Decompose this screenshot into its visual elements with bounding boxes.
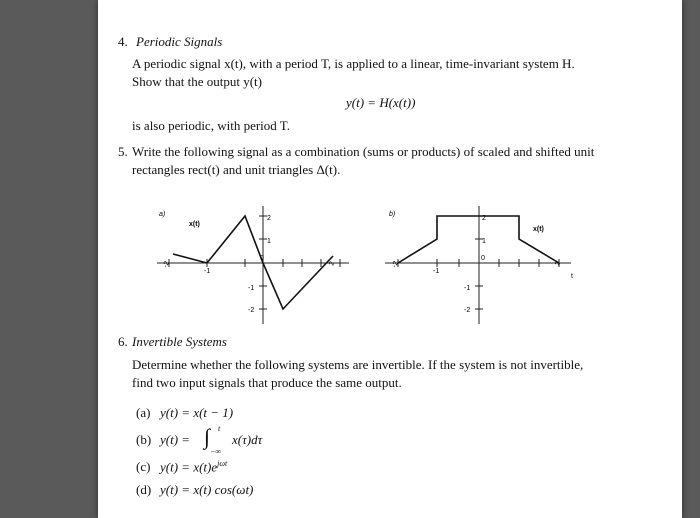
graph-b-xtick-m1: -1 xyxy=(433,268,440,275)
problem-6-line-1: Determine whether the following systems are invertible. If the system is not invertible, xyxy=(132,357,584,372)
graph-a-xtick-2: 2 xyxy=(328,260,337,267)
part-c-exponent: jωt xyxy=(217,459,228,468)
part-c-expr: $y(t) = x(t)e^{j\omega t}$ xyxy=(160,459,228,475)
graph-b-label: b) xyxy=(389,211,396,218)
problem-5-number: 5. xyxy=(118,144,128,159)
graph-a-ytick-m2: -2 xyxy=(248,307,255,314)
graph-a xyxy=(153,198,353,330)
graph-b-ytick-m2: -2 xyxy=(464,307,471,314)
document-page xyxy=(98,0,682,518)
graph-b-ytick-2: 2 xyxy=(482,215,486,222)
problem-5-line-1: Write the following signal as a combination (sums or products) of scaled and shifted unit xyxy=(132,144,595,159)
integral-sign-icon: ∫ xyxy=(204,424,211,449)
part-b-lhs: y(t) = xyxy=(160,432,191,447)
graph-b-ytick-m1: -1 xyxy=(464,285,471,292)
problem-4-equation: y(t) = H(x(t)) xyxy=(346,95,416,110)
graph-a-label: a) xyxy=(159,211,166,218)
graph-a-ytick-1: 1 xyxy=(267,238,271,245)
part-a-label: (a) xyxy=(136,405,151,420)
graph-b-xtick-2: 2 xyxy=(554,260,563,267)
part-b-integrand: x(τ)dτ xyxy=(232,432,263,447)
part-c-label: (c) xyxy=(136,459,151,474)
graph-b xyxy=(383,198,583,330)
graph-a-ytick-2: 2 xyxy=(267,215,271,222)
problem-4-line-1: A periodic signal x(t), with a period T, is applied to a linear, time-invariant system H. xyxy=(132,56,575,71)
graph-a-signal-label: x(t) xyxy=(189,221,200,228)
graph-a-xtick-m2: -2 xyxy=(162,260,172,269)
problem-4-line-3: is also periodic, with period T. xyxy=(132,118,291,133)
problem-6-line-2: find two input signals that produce the same output. xyxy=(132,375,402,390)
part-b-label: (b) xyxy=(136,432,152,447)
problem-6-title: Invertible Systems xyxy=(132,334,227,349)
part-d-expr: y(t) = x(t) cos(ωt) xyxy=(160,482,254,497)
part-d-label: (d) xyxy=(136,482,152,497)
graph-b-t-label: t xyxy=(571,273,573,280)
graph-b-xtick-0: 0 xyxy=(481,255,485,262)
problem-4-number: 4. xyxy=(118,34,128,49)
graph-b-signal-label: x(t) xyxy=(533,226,544,233)
graph-a-xtick-0: 0 xyxy=(260,255,264,262)
problem-4-title: Periodic Signals xyxy=(136,34,223,49)
problem-5-line-2: rectangles rect(t) and unit triangles Δ(t). xyxy=(132,162,341,177)
graph-a-ytick-m1: -1 xyxy=(248,285,255,292)
problem-6-number: 6. xyxy=(118,334,128,349)
part-a-expr: y(t) = x(t − 1) xyxy=(160,405,234,420)
graph-a-xtick-m1: -1 xyxy=(204,268,211,275)
problem-4-line-2: Show that the output y(t) xyxy=(132,74,262,89)
part-b-upper: t xyxy=(218,424,221,433)
part-b-lower: −∞ xyxy=(210,447,222,456)
graph-b-ytick-1: 1 xyxy=(482,238,486,245)
graph-b-xtick-m2: -2 xyxy=(391,260,401,269)
